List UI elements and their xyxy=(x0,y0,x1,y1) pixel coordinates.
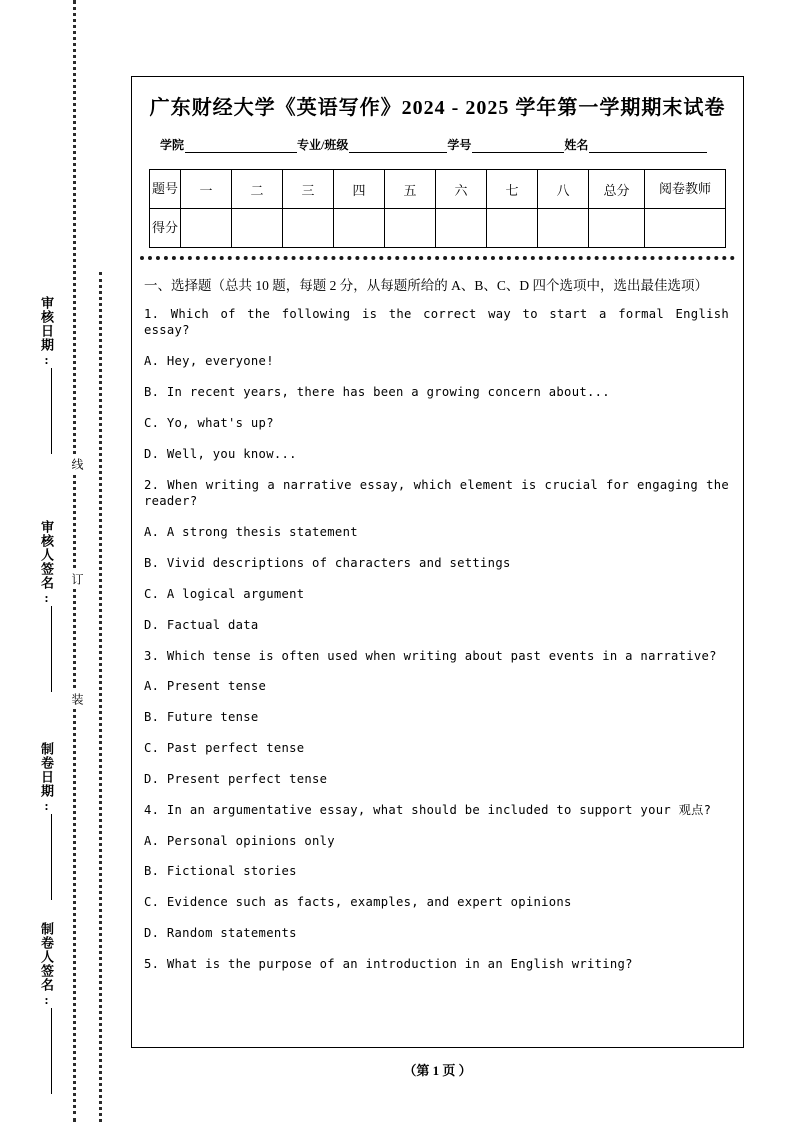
question-line: 2. When writing a narrative essay, which element is crucial for engaging the reader? xyxy=(144,477,729,509)
score-cell-teacher[interactable] xyxy=(645,209,726,248)
score-col-teacher: 阅卷教师 xyxy=(645,170,726,209)
option-line: B. Fictional stories xyxy=(144,864,297,879)
fold-mark-0: 线 xyxy=(62,455,86,473)
field-major-class xyxy=(297,136,447,153)
row-header-question-number: 题号 xyxy=(150,170,181,209)
row-header-score: 得分 xyxy=(150,209,181,248)
option-line: D. Present perfect tense xyxy=(144,771,328,786)
score-col-1: 一 xyxy=(181,170,232,209)
margin-label-rule-0 xyxy=(51,368,52,454)
field-name-label: 姓名 xyxy=(564,138,589,152)
score-cell-2[interactable] xyxy=(232,209,283,248)
score-col-8: 八 xyxy=(538,170,589,209)
margin-label-2: 制卷日期: xyxy=(39,742,54,814)
binding-dotted-line-inner xyxy=(99,272,102,1122)
option-line: A. Present tense xyxy=(144,679,267,694)
margin-label-3: 制卷人签名: xyxy=(39,922,54,1008)
field-major-class-label: 专业/班级 xyxy=(297,138,349,152)
score-cell-3[interactable] xyxy=(283,209,334,248)
fold-mark-2: 装 xyxy=(62,690,86,708)
field-college-input[interactable] xyxy=(185,139,297,153)
question-line: 5. What is the purpose of an introduction in an English writing? xyxy=(144,956,633,971)
option-line: A. Hey, everyone! xyxy=(144,354,274,369)
score-col-5: 五 xyxy=(385,170,436,209)
score-cell-5[interactable] xyxy=(385,209,436,248)
question-line: 3. Which tense is often used when writing about past events in a narrative? xyxy=(144,648,717,663)
option-line: C. Evidence such as facts, examples, and expert opinions xyxy=(144,895,572,910)
field-major-class-input[interactable] xyxy=(349,139,447,153)
option-line: C. Past perfect tense xyxy=(144,741,305,756)
option-line: C. Yo, what's up? xyxy=(144,415,274,430)
option-line: D. Random statements xyxy=(144,926,297,941)
margin-label-0: 审核日期: xyxy=(39,296,54,368)
question-line: 4. In an argumentative essay, what should be included to support your 观点? xyxy=(144,802,712,817)
margin-label-1: 审核人签名: xyxy=(39,520,54,606)
option-line: C. A logical argument xyxy=(144,586,305,601)
field-student-id-label: 学号 xyxy=(447,138,472,152)
score-cell-6[interactable] xyxy=(436,209,487,248)
score-cell-1[interactable] xyxy=(181,209,232,248)
score-cell-total[interactable] xyxy=(589,209,645,248)
option-line: A. A strong thesis statement xyxy=(144,525,358,540)
margin-label-rule-3 xyxy=(51,1008,52,1094)
option-line: D. Well, you know... xyxy=(144,446,297,461)
score-col-6: 六 xyxy=(436,170,487,209)
left-margin-strip xyxy=(0,0,131,1122)
score-cell-8[interactable] xyxy=(538,209,589,248)
score-col-7: 七 xyxy=(487,170,538,209)
option-line: D. Factual data xyxy=(144,617,259,632)
exam-paper-frame xyxy=(131,76,744,1048)
field-college-label: 学院 xyxy=(160,138,185,152)
binding-dotted-line-outer xyxy=(73,0,76,1122)
score-cell-4[interactable] xyxy=(334,209,385,248)
option-line: A. Personal opinions only xyxy=(144,833,335,848)
fold-mark-1: 订 xyxy=(62,570,86,588)
field-name xyxy=(564,136,707,153)
margin-label-rule-2 xyxy=(51,814,52,900)
score-col-4: 四 xyxy=(334,170,385,209)
table-row-scores xyxy=(150,209,726,248)
score-table xyxy=(149,169,726,248)
option-line: B. In recent years, there has been a growing concern about... xyxy=(144,385,610,400)
page-title: 广东财经大学《英语写作》2024 - 2025 学年第一学期期末试卷 xyxy=(149,97,726,119)
exam-content xyxy=(144,274,729,973)
table-row-question-numbers xyxy=(150,170,726,209)
section-divider xyxy=(140,256,735,260)
identity-fields-row xyxy=(160,136,721,153)
field-college xyxy=(160,136,297,153)
score-col-3: 三 xyxy=(283,170,334,209)
field-student-id xyxy=(447,136,564,153)
score-col-total: 总分 xyxy=(589,170,645,209)
field-name-input[interactable] xyxy=(589,139,707,153)
score-col-2: 二 xyxy=(232,170,283,209)
score-cell-7[interactable] xyxy=(487,209,538,248)
margin-label-rule-1 xyxy=(51,606,52,692)
page-footer: （第 1 页 ） xyxy=(403,1063,472,1078)
question-list xyxy=(144,306,729,973)
section-heading: 一、选择题（总共 10 题，每题 2 分，从每题所给的 A、B、C、D 四个选项中，选出最佳选项） xyxy=(144,278,709,293)
question-line: 1. Which of the following is the correct way to start a formal English essay? xyxy=(144,306,729,338)
field-student-id-input[interactable] xyxy=(472,139,564,153)
option-line: B. Vivid descriptions of characters and settings xyxy=(144,556,511,571)
option-line: B. Future tense xyxy=(144,710,259,725)
